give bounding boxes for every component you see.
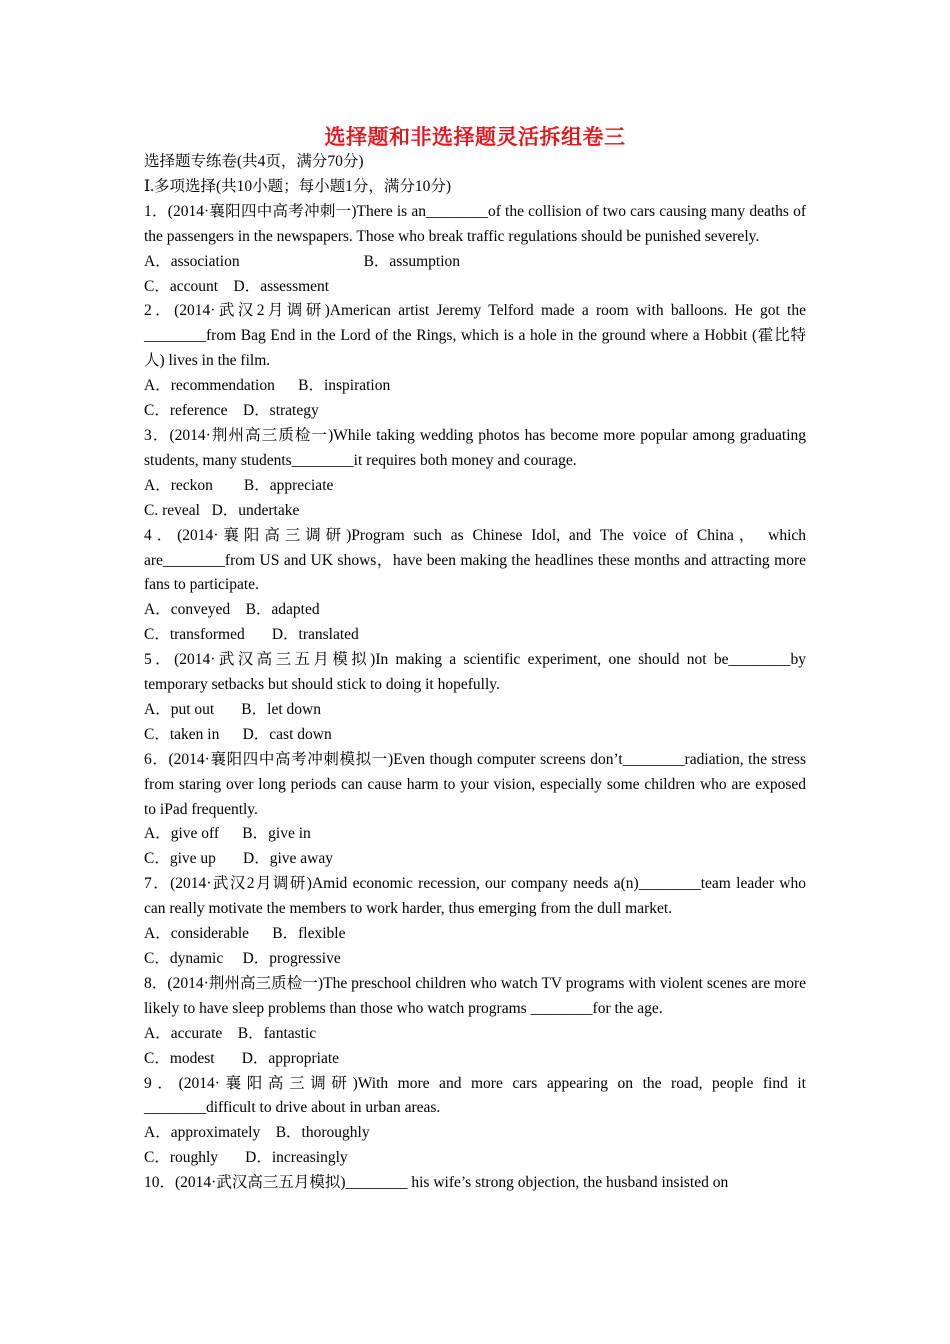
question-stem: 9．(2014·襄阳高三调研)With more and more cars appearing on the road, people find it ________difficult to drive about in urban areas. [144,1074,806,1117]
question-stem: 7．(2014·武汉2月调研)Amid economic recession, our company needs a(n)________team leader who can really motivate the members to work harder, thus emerging from the dull market. [144,875,806,918]
options-cd: C. reveal D．undertake [144,501,300,519]
options-ab: A．considerable B．flexible [144,925,346,943]
question-stem: 4．(2014·襄阳高三调研)Program such as Chinese Idol, and The voice of China， which are________from US and UK shows，have been making the headlines these months and attracting more fans to participate. [144,526,806,594]
question-9 [144,1072,806,1172]
options-ab: A．give off B．give in [144,825,311,843]
options-ab: A．recommendation B．inspiration [144,377,391,395]
question-5 [144,648,806,748]
paper-header: 选择题专练卷(共4页，满分70分) [144,153,364,170]
question-10-stem: 10．(2014·武汉高三五月模拟)________ his wife’s strong objection, the husband insisted on [144,1174,729,1192]
options-ab: A．association B．assumption [144,252,461,270]
options-cd: C．dynamic D．progressive [144,950,341,967]
section-heading: Ⅰ.多项选择(共10小题；每小题1分，满分10分) [144,177,452,195]
options-cd: C．roughly D．increasingly [144,1149,348,1167]
options-ab: A．put out B．let down [144,700,321,718]
question-stem: 6．(2014·襄阳四中高考冲刺模拟一)Even though computer screens don’t________radiation, the stress from staring over long periods can cause harm to your vision, especially some children who are exposed to iPad frequently. [144,750,806,818]
options-cd: C．taken in D．cast down [144,725,332,743]
options-cd: C．transformed D．translated [144,626,359,644]
options-ab: A．reckon B．appreciate [144,476,334,494]
question-6 [144,748,806,873]
question-2 [144,299,806,424]
question-8 [144,972,806,1072]
options-cd: C．give up D．give away [144,850,333,868]
options-cd: C．account D．assessment [144,277,330,295]
options-cd: C．reference D．strategy [144,402,319,420]
options-ab: A．accurate B．fantastic [144,1024,317,1042]
question-stem: 8．(2014·荆州高三质检一)The preschool children who watch TV programs with violent scenes are more likely to have sleep problems than those who watch programs ________for the age. [144,974,806,1017]
question-stem: 2．(2014·武汉2月调研)American artist Jeremy Telford made a room with balloons. He got the ________from Bag End in the Lord of the Rings, which is a hole in the ground where a Hobbit (霍比特人) lives in the film. [144,302,806,370]
options-ab: A．approximately B．thoroughly [144,1124,370,1142]
question-stem: 5．(2014·武汉高三五月模拟)In making a scientific experiment, one should not be________by temporary setbacks but should stick to doing it hopefully. [144,651,806,694]
document-content [144,124,806,1196]
question-3 [144,424,806,524]
question-stem: 3．(2014·荆州高三质检一)While taking wedding photos has become more popular among graduating students, many students________it requires both money and courage. [144,426,806,469]
options-ab: A．conveyed B．adapted [144,601,320,619]
question-1 [144,200,806,300]
options-cd: C．modest D．appropriate [144,1049,340,1067]
question-4 [144,524,806,649]
question-stem: 1．(2014·襄阳四中高考冲刺一)There is an________of the collision of two cars causing many deaths of the passengers in the newspapers. Those who break traffic regulations should be punished severely. [144,202,806,245]
page-title: 选择题和非选择题灵活拆组卷三 [324,125,626,149]
question-7 [144,872,806,972]
